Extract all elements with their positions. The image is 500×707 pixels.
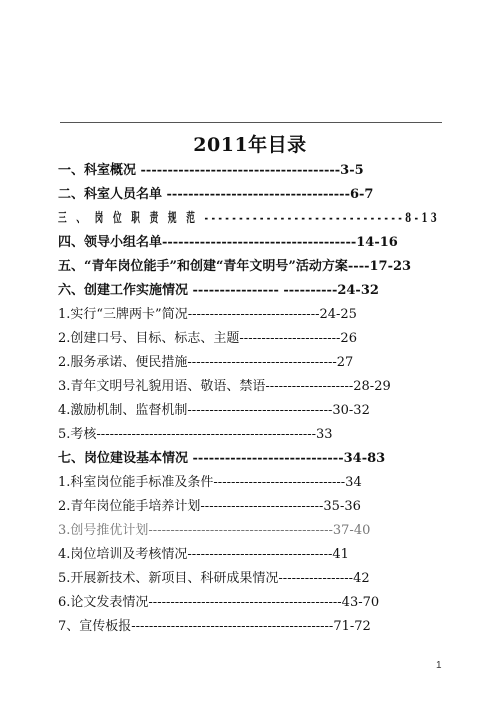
toc-entry[interactable]: 2.创建口号、目标、标志、主题-----------------------26 — [58, 331, 357, 346]
toc-entry[interactable]: 七、岗位建设基本情况 ----------------------------34-83 — [58, 451, 386, 466]
toc-entry[interactable]: 三 、 岗 位 职 责 规 范 -----------------------------8-13 — [58, 211, 441, 226]
toc-entry[interactable]: 1.实行“三牌两卡”简况------------------------------24-25 — [58, 307, 357, 322]
toc-entry[interactable]: 1.科室岗位能手标准及条件------------------------------34 — [58, 475, 362, 490]
toc-entry[interactable]: 3.青年文明号礼貌用语、敬语、禁语--------------------28-29 — [58, 379, 391, 394]
toc-entry[interactable]: 2.青年岗位能手培养计划----------------------------35-36 — [58, 499, 361, 514]
toc-entry[interactable]: 六、创建工作实施情况 ---------------- ----------24-32 — [58, 283, 379, 298]
page-title: 2011年目录 — [193, 134, 307, 156]
toc-entry[interactable]: 7、宣传板报----------------------------------------------71-72 — [58, 619, 371, 634]
toc-entry[interactable]: 四、领导小组名单------------------------------------14-16 — [58, 235, 398, 250]
toc-entry[interactable]: 3.创号推优计划------------------------------------------37-40 — [58, 523, 371, 538]
toc-entry[interactable]: 5.开展新技术、新项目、科研成果情况-----------------42 — [58, 571, 370, 586]
toc-entry[interactable]: 一、科室概况 -------------------------------------3-5 — [58, 163, 364, 178]
toc-entry[interactable]: 4.岗位培训及考核情况---------------------------------41 — [58, 547, 349, 562]
toc-entry[interactable]: 2.服务承诺、便民措施----------------------------------27 — [58, 355, 354, 370]
toc-entry[interactable]: 6.论文发表情况--------------------------------------------43-70 — [58, 595, 380, 610]
page-number: 1 — [436, 660, 442, 671]
header-rule — [60, 122, 442, 123]
toc-entry[interactable]: 二、科室人员名单 ----------------------------------6-7 — [58, 187, 374, 202]
toc-entry[interactable]: 五、“青年岗位能手”和创建“青年文明号”活动方案----17-23 — [58, 259, 412, 274]
toc-entry[interactable]: 5.考核--------------------------------------------------33 — [58, 427, 333, 442]
toc-entry[interactable]: 4.激励机制、监督机制---------------------------------30-32 — [58, 403, 370, 418]
